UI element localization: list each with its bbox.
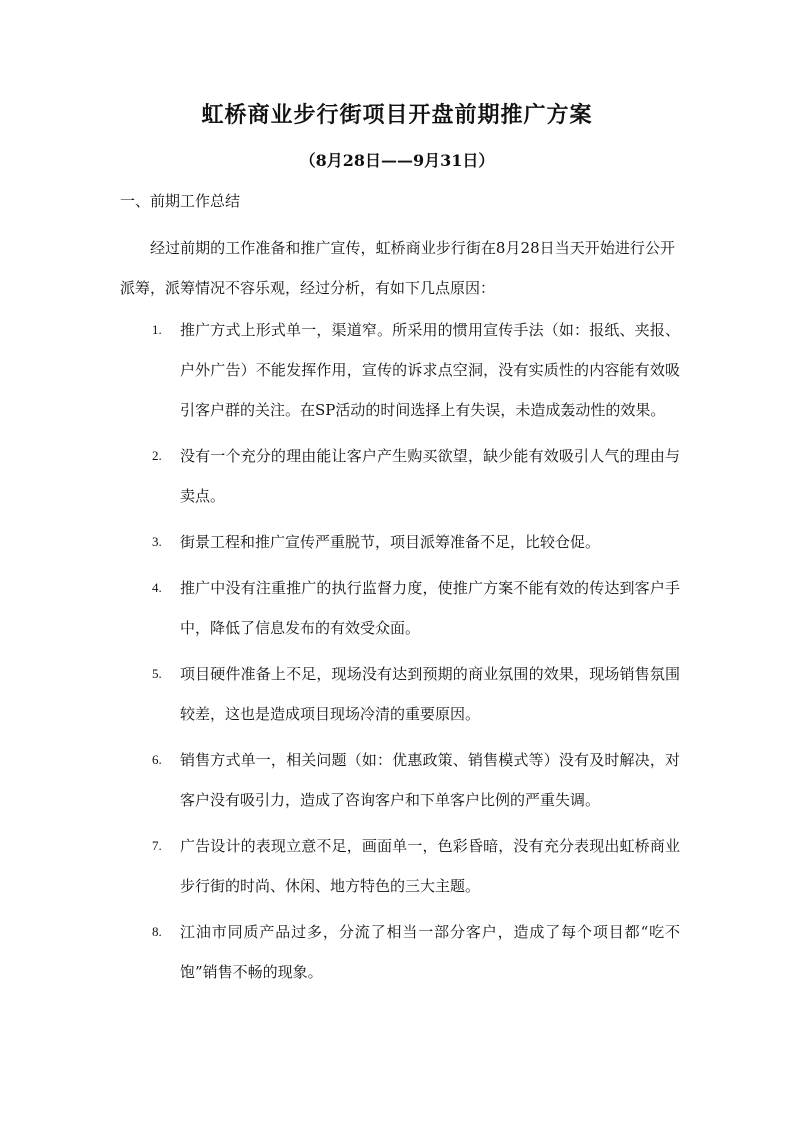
list-item-text: 街景工程和推广宣传严重脱节，项目派筹准备不足，比较仓促。 bbox=[180, 533, 601, 551]
document-title: 虹桥商业步行街项目开盘前期推广方案 bbox=[201, 102, 593, 128]
list-item-number: 5. bbox=[152, 666, 162, 681]
list-item bbox=[120, 654, 680, 734]
list-item-text: 项目硬件准备上不足，现场没有达到预期的商业氛围的效果，现场销售氛围较差，这也是造成项目现场冷清的重要原因。 bbox=[180, 665, 680, 723]
section-heading: 一、前期工作总结 bbox=[120, 192, 241, 210]
list-item bbox=[120, 568, 680, 648]
list-item-text: 推广中没有注重推广的执行监督力度，使推广方案不能有效的传达到客户手中，降低了信息发布的有效受众面。 bbox=[180, 579, 680, 637]
list-item-number: 7. bbox=[152, 838, 162, 853]
list-item-number: 3. bbox=[152, 534, 162, 549]
list-item-text: 销售方式单一，相关问题（如：优惠政策、销售模式等）没有及时解决，对客户没有吸引力，造成了咨询客户和下单客户比例的严重失调。 bbox=[180, 751, 680, 809]
list-item-number: 6. bbox=[152, 752, 162, 767]
list-item-number: 4. bbox=[152, 580, 162, 595]
list-item bbox=[120, 740, 680, 820]
list-item-number: 1. bbox=[152, 322, 162, 337]
document-date-range: （8月28日——9月31日） bbox=[299, 151, 495, 170]
list-item bbox=[120, 436, 680, 516]
list-item-text: 江油市同质产品过多，分流了相当一部分客户，造成了每个项目都“吃不饱”销售不畅的现象。 bbox=[180, 923, 680, 981]
list-item bbox=[120, 912, 680, 992]
list-item-number: 8. bbox=[152, 924, 162, 939]
list-item-number: 2. bbox=[152, 448, 162, 463]
list-item bbox=[120, 826, 680, 906]
list-item bbox=[120, 310, 680, 430]
list-item-text: 没有一个充分的理由能让客户产生购买欲望，缺少能有效吸引人气的理由与卖点。 bbox=[180, 447, 680, 505]
reason-list bbox=[120, 310, 680, 998]
list-item-text: 推广方式上形式单一，渠道窄。所采用的惯用宣传手法（如：报纸、夹报、户外广告）不能发挥作用，宣传的诉求点空洞，没有实质性的内容能有效吸引客户群的关注。在SP活动的时间选择上有失误，未造成轰动性的效果。 bbox=[180, 321, 680, 419]
list-item bbox=[120, 522, 680, 562]
intro-paragraph: 经过前期的工作准备和推广宣传，虹桥商业步行街在8月28日当天开始进行公开派筹，派筹情况不容乐观，经过分析，有如下几点原因： bbox=[120, 239, 675, 297]
list-item-text: 广告设计的表现立意不足，画面单一，色彩昏暗，没有充分表现出虹桥商业步行街的时尚、休闲、地方特色的三大主题。 bbox=[180, 837, 680, 895]
